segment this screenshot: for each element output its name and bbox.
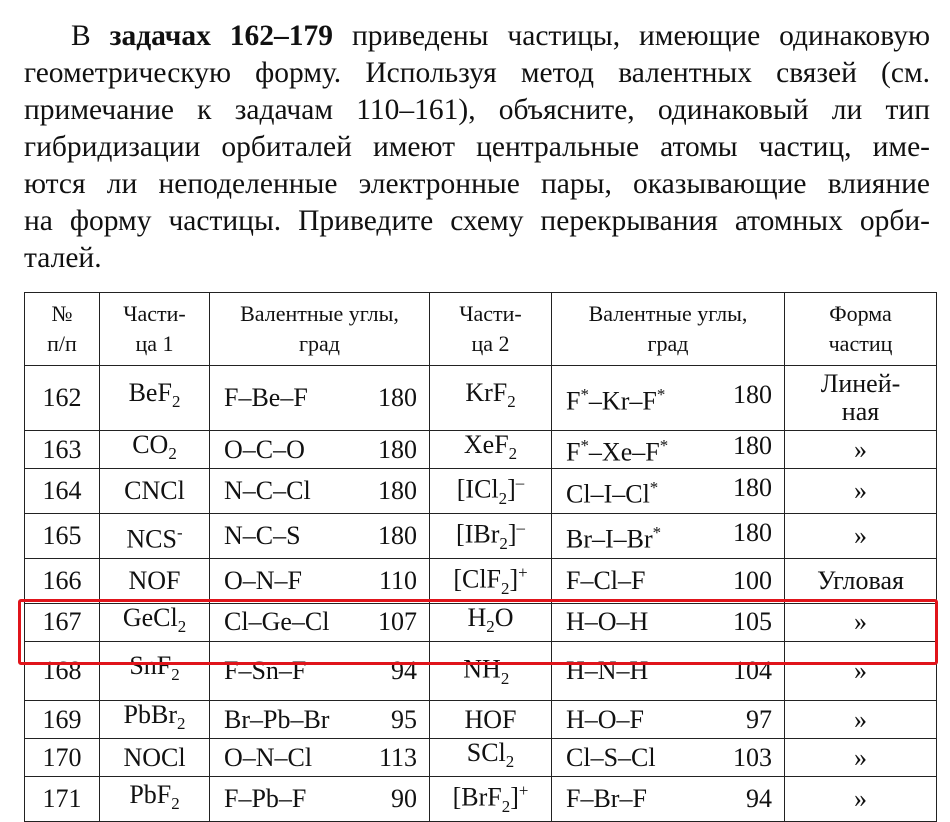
bond-angle-1: N–C–S 180 bbox=[210, 514, 430, 559]
problem-intro-paragraph bbox=[24, 18, 930, 277]
table-row bbox=[25, 558, 937, 603]
table-row bbox=[25, 366, 937, 431]
particle-2: KrF$_2$ bbox=[430, 366, 552, 431]
shape: » bbox=[785, 641, 937, 700]
shape: » bbox=[785, 700, 937, 738]
row-number: 163 bbox=[25, 431, 100, 469]
intro-line-4: гибридизации орбиталей имеют центральные атомы частиц, име- bbox=[24, 131, 930, 163]
shape: » bbox=[785, 469, 937, 514]
bond-angle-2: H–N–H 104 bbox=[552, 641, 785, 700]
row-number: 170 bbox=[25, 739, 100, 777]
particle-1: PbF$_2$ bbox=[100, 777, 210, 822]
bond-angle-2: F–Cl–F 100 bbox=[552, 558, 785, 603]
shape: » bbox=[785, 514, 937, 559]
bond-angle-1: F–Sn–F 94 bbox=[210, 641, 430, 700]
bond-angle-1: N–C–Cl 180 bbox=[210, 469, 430, 514]
particle-2: [ICl$_2$]– bbox=[430, 469, 552, 514]
row-number: 169 bbox=[25, 700, 100, 738]
row-number: 165 bbox=[25, 514, 100, 559]
shape: » bbox=[785, 739, 937, 777]
table-row bbox=[25, 641, 937, 700]
row-number: 171 bbox=[25, 777, 100, 822]
intro-line-7: талей. bbox=[24, 242, 102, 274]
particle-1: BeF$_2$ bbox=[100, 366, 210, 431]
row-number: 164 bbox=[25, 469, 100, 514]
table-row bbox=[25, 739, 937, 777]
particle-2: [BrF$_2$]+ bbox=[430, 777, 552, 822]
particle-1: SnF$_2$ bbox=[100, 641, 210, 700]
intro-line-6: на форму частицы. Приведите схему перекрывания атомных орби- bbox=[24, 205, 930, 237]
particle-1: $CO_2$ bbox=[100, 431, 210, 469]
bond-angle-1: O–N–Cl 113 bbox=[210, 739, 430, 777]
problem-range-bold: задачах 162–179 bbox=[109, 20, 334, 52]
bond-angle-1: F–Be–F 180 bbox=[210, 366, 430, 431]
row-number: 166 bbox=[25, 558, 100, 603]
particle-1: PbBr$_2$ bbox=[100, 700, 210, 738]
bond-angle-2: H–O–H 105 bbox=[552, 603, 785, 641]
bond-angle-2: H–O–F 97 bbox=[552, 700, 785, 738]
particle-2: HOF bbox=[430, 700, 552, 738]
shape: » bbox=[785, 777, 937, 822]
shape: » bbox=[785, 603, 937, 641]
bond-angle-1: Cl–Ge–Cl 107 bbox=[210, 603, 430, 641]
particle-2: $NH_2^-$ bbox=[430, 641, 552, 700]
particle-1: NCS- bbox=[100, 514, 210, 559]
table-row bbox=[25, 603, 937, 641]
bond-angle-1: O–N–F 110 bbox=[210, 558, 430, 603]
header-shape: Форма частиц bbox=[785, 293, 937, 366]
particle-2: SCl$_2$ bbox=[430, 739, 552, 777]
bond-angle-2: Cl–I–Cl* 180 bbox=[552, 469, 785, 514]
shape: » bbox=[785, 431, 937, 469]
particle-1: NOF bbox=[100, 558, 210, 603]
particle-2: XeF$_2$ bbox=[430, 431, 552, 469]
header-angles-1: Валентные углы, град bbox=[210, 293, 430, 366]
header-particle-2: Части- ца 2 bbox=[430, 293, 552, 366]
particle-2: [IBr$_2$]– bbox=[430, 514, 552, 559]
intro-line-3: примечание к задачам 110–161), объясните, одинаковый ли тип bbox=[24, 94, 930, 126]
bond-angle-2: Cl–S–Cl 103 bbox=[552, 739, 785, 777]
table-row bbox=[25, 431, 937, 469]
intro-line-5: ются ли неподеленные электронные пары, оказывающие влияние bbox=[24, 168, 930, 200]
shape: Линей- ная bbox=[785, 366, 937, 431]
table-row bbox=[25, 469, 937, 514]
table-row bbox=[25, 777, 937, 822]
intro-line-2: геометрическую форму. Используя метод валентных связей (см. bbox=[24, 57, 930, 89]
shape: Угловая bbox=[785, 558, 937, 603]
header-particle-1: Части- ца 1 bbox=[100, 293, 210, 366]
particle-1: GeCl$_2$ bbox=[100, 603, 210, 641]
table-row bbox=[25, 514, 937, 559]
row-number: 162 bbox=[25, 366, 100, 431]
bond-angle-2: F–Br–F 94 bbox=[552, 777, 785, 822]
particles-table bbox=[24, 292, 937, 822]
bond-angle-2: F*–Kr–F* 180 bbox=[552, 366, 785, 431]
bond-angle-2: F*–Xe–F* 180 bbox=[552, 431, 785, 469]
table-header-row bbox=[25, 293, 937, 366]
row-number: 167 bbox=[25, 603, 100, 641]
table-row bbox=[25, 700, 937, 738]
intro-line-1: В задачах 162–179 приведены частицы, имеющие одинаковую bbox=[71, 20, 930, 52]
row-number: 168 bbox=[25, 641, 100, 700]
particle-1: NOCl bbox=[100, 739, 210, 777]
header-angles-2: Валентные углы, град bbox=[552, 293, 785, 366]
bond-angle-1: Br–Pb–Br 95 bbox=[210, 700, 430, 738]
header-number: № п/п bbox=[25, 293, 100, 366]
bond-angle-2: Br–I–Br* 180 bbox=[552, 514, 785, 559]
particle-2: $H_2O$ bbox=[430, 603, 552, 641]
bond-angle-1: F–Pb–F 90 bbox=[210, 777, 430, 822]
bond-angle-1: O–C–O 180 bbox=[210, 431, 430, 469]
particle-1: CNCl bbox=[100, 469, 210, 514]
particle-2: [ClF$_2$]+ bbox=[430, 558, 552, 603]
